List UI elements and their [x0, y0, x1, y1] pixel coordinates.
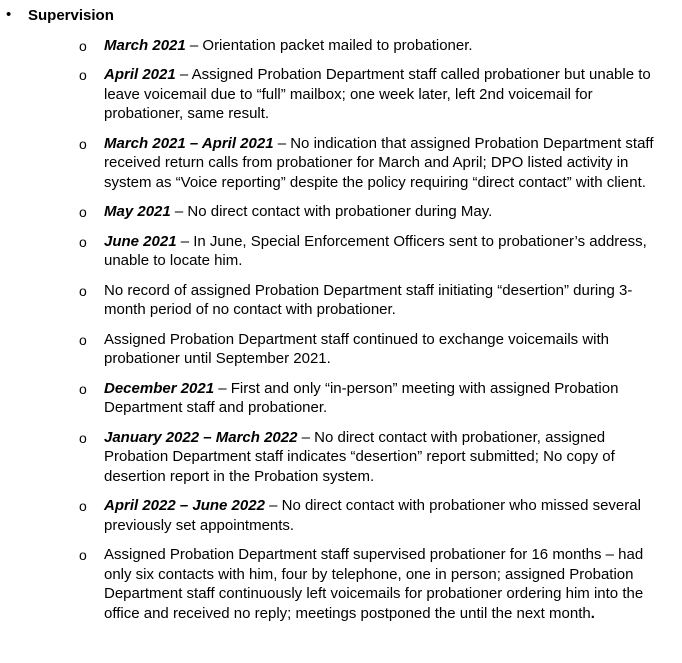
section-heading: Supervision: [28, 7, 114, 24]
bullet-icon: •: [6, 6, 12, 23]
list-item: [28, 330, 682, 369]
item-text: – No direct contact with probationer, assigned Probation Department staff indicates “desertion” report submitted; No copy of desertion report in the Probation system.: [104, 428, 615, 485]
circle-bullet-icon: o: [79, 37, 87, 54]
item-text: – No direct contact with probationer who missed several previously set appointments.: [104, 497, 641, 534]
list-item: [28, 36, 682, 56]
circle-bullet-icon: o: [79, 547, 87, 563]
item-date: April 2022 – June 2022: [104, 497, 265, 514]
circle-bullet-icon: o: [79, 135, 87, 152]
circle-bullet-icon: o: [79, 380, 87, 397]
item-text: – Assigned Probation Department staff called probationer but unable to leave voicemail due to “full” mailbox; one week later, left 2nd voicemail for probationer, same result.: [104, 66, 651, 122]
supervision-list: [28, 36, 682, 624]
circle-bullet-icon: o: [79, 331, 87, 348]
circle-bullet-icon: o: [79, 282, 87, 299]
item-text: – First and only “in-person” meeting with assigned Probation Department staff and probationer.: [104, 379, 619, 416]
circle-bullet-icon: o: [79, 233, 87, 250]
circle-bullet-icon: o: [79, 204, 87, 220]
list-item: [28, 134, 682, 193]
item-text: Assigned Probation Department staff supervised probationer for 16 months – had only six contacts with him, four by telephone, one in person; assigned Probation Department staff continuously left voicemails for probationer ordering him into the office and received no reply; meetings postponed the until the next month: [104, 546, 644, 622]
circle-bullet-icon: o: [79, 498, 87, 514]
item-text: – No direct contact with probationer during May.: [170, 203, 493, 220]
item-date: May 2021: [104, 203, 171, 220]
list-item: [28, 65, 682, 124]
circle-bullet-icon: o: [79, 67, 87, 83]
item-date: June 2021: [104, 232, 177, 250]
list-item: [28, 379, 682, 418]
item-date: March 2021: [104, 36, 186, 54]
list-item: [28, 281, 682, 320]
list-item: [28, 496, 682, 535]
item-text: Assigned Probation Department staff continued to exchange voicemails with probationer until September 2021.: [104, 330, 610, 367]
item-date: December 2021: [104, 379, 215, 397]
item-text: – No indication that assigned Probation Department staff received return calls from probationer for March and April; DPO listed activity in system as “Voice reporting” despite the policy requiring “direct contact” with client.: [104, 134, 654, 191]
item-date: April 2021: [104, 66, 176, 83]
item-end-period: .: [590, 604, 595, 622]
list-item: [28, 545, 682, 623]
list-item: [28, 232, 682, 271]
list-item: [28, 428, 682, 487]
item-text: No record of assigned Probation Department staff initiating “desertion” during 3-month period of no contact with probationer.: [104, 281, 633, 318]
circle-bullet-icon: o: [79, 429, 87, 446]
item-date: March 2021 – April 2021: [104, 134, 274, 152]
item-date: January 2022 – March 2022: [104, 428, 298, 446]
item-text: – In June, Special Enforcement Officers sent to probationer’s address, unable to locate him.: [104, 232, 647, 269]
item-text: – Orientation packet mailed to probationer.: [185, 36, 473, 54]
list-item: [28, 202, 682, 222]
